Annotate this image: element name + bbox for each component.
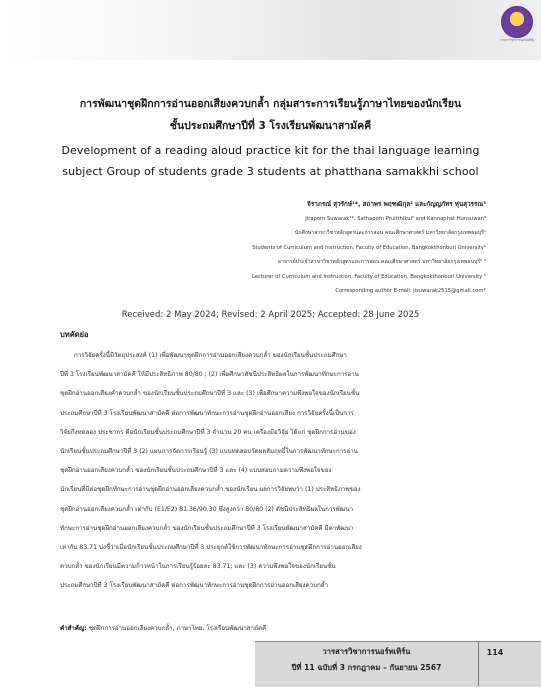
keywords-text: ชุดฝึกการอ่านออกเสียงควบกล้ำ, ภาษาไทย, โรงเรียนพัฒนาสามัคคี	[86, 625, 267, 632]
abstract-line: นักเรียนชั้นประถมศึกษาปีที่ 3 (2) แผนการจัดการเรียนรู้ (3) แบบทดสอบวัดผลสัมฤทธิ์ในการพัฒนาทักษะการอ่าน	[60, 447, 358, 455]
affiliation-thai-1: นักศึกษาสาขาวิชาหลักสูตรและการสอน คณะศึกษาศาสตร์ มหาวิทยาลัยกรุงเทพธนบุรี¹	[294, 230, 486, 236]
authors-english: Jiraporn Suwarak¹*, Sathaporn Pruitthikul² and Kannaphat Hunsuwan³	[305, 216, 486, 222]
abstract-line: ชุดฝึกอ่านออกเสียงควบกล้ำ เท่ากับ (E1/E2) 81.36/90.30 ซึ่งสูงกว่า 80/80 (2) ดัชนีประสิทธิผลในการพัฒนา	[60, 505, 354, 513]
affiliation-english-1: Students of Curriculum and Instruction, Faculty of Education, Bangkokthonburi University¹	[252, 245, 486, 251]
submission-dates: Received: 2 May 2024; Revised: 2 April 2025; Accepted: 28 June 2025	[121, 310, 420, 320]
title-english-line-1: Development of a reading aloud practice kit for the thai language learning	[61, 144, 480, 157]
title-thai-line-1: การพัฒนาชุดฝึกการอ่านออกเสียงควบกล้ำ กลุ่มสาระการเรียนรู้ภาษาไทยของนักเรียน	[79, 98, 462, 110]
abstract-line: ทักษะการอ่านชุดฝึกอ่านออกเสียงควบกล้ำ ของนักเรียนชั้นประถมศึกษาปีที่ 3 โรงเรียนพัฒนาสามัคคี มีค่าพัฒนา	[60, 524, 354, 532]
footer-issue: ปีที่ 11 ฉบับที่ 3 กรกฎาคม – กันยายน 2567	[291, 663, 442, 672]
abstract-heading: บทคัดย่อ	[60, 330, 89, 339]
affiliation-thai-2: อาจารย์ประจำสาขาวิชาหลักสูตรและการสอน คณะศึกษาศาสตร์ มหาวิทยาลัยกรุงเทพธนบุรี²·³	[277, 259, 486, 265]
abstract-line: วิจัยกึ่งทดลอง ประชากร คือนักเรียนชั้นประถมศึกษาปีที่ 3 จำนวน 20 คน เครื่องมือวิจัย ได้แก่ ชุดฝึกการอ่านของ	[60, 428, 356, 436]
abstract-line: ปีที่ 3 โรงเรียนพัฒนาสามัคคี ให้มีประสิทธิภาพ 80/80 ; (2) เพื่อศึกษาดัชนีประสิทธิผลในการพัฒนาทักษะการอ่าน	[60, 371, 359, 379]
footer-journal-name: วารสารวิชาการนอร์ทเทิร์น	[322, 647, 411, 656]
page-number: 114	[486, 648, 504, 657]
affiliation-english-2: Lecturer of Curriculum and Instruction, Faculty of Education, Bangkokthonburi University ¹	[252, 274, 486, 280]
keywords	[60, 623, 266, 633]
university-logo-icon	[501, 6, 533, 38]
abstract-line: ประถมศึกษาปีที่ 3 โรงเรียนพัฒนาสามัคคี ต่อการพัฒนาทักษะการอ่านชุดฝึกอ่านออกเสียง การวิจัยครั้งนี้เป็นการ	[60, 409, 354, 417]
footer-divider	[478, 641, 479, 686]
title-english-line-2: subject Group of students grade 3 students at phatthana samakkhi school	[62, 165, 479, 178]
abstract-line: ควบกล้ำ ของนักเรียนมีความก้าวหน้าในการเรียนรู้ร้อยละ 83.71; และ (3) ความพึงพอใจของนักเรียนชั้น	[60, 563, 336, 571]
abstract-line: ประถมศึกษาปีที่ 3 โรงเรียนพัฒนาสามัคคี ต่อการพัฒนาทักษะการอ่านชุดฝึกการอ่านออกเสียงควบกล้ำ	[60, 582, 329, 590]
corresponding-author: Corresponding author E-mail: jisuwarak2515@gmail.com*	[335, 288, 486, 294]
title-thai-line-2: ชั้นประถมศึกษาปีที่ 3 โรงเรียนพัฒนาสามัคคี	[169, 120, 372, 132]
abstract-line: เท่ากับ 83.71 บ่งชี้ว่าเมื่อนักเรียนชั้นประถมศึกษาปีที่ 3 ประยุกต์ใช้การพัฒนาทักษะการอ่านชุดฝึกการอ่านออกเสียง	[60, 543, 362, 551]
authors-thai: จิราภรณ์ สุวรักษ์¹*, สถาพร พฤฑฒิกุล² และกัญญภัทร หุ่นสุวรรณ³	[307, 201, 486, 208]
keywords-label: คำสำคัญ:	[60, 625, 87, 632]
logo-caption: วารสารวิชาการนอร์ทเทิร์น	[499, 38, 535, 42]
abstract-line: ชุดฝึกอ่านออกเสียงควบกล้ำ ของนักเรียนชั้นประถมศึกษาปีที่ 3 และ (4) แบบสอบถามความพึงพอใจของ	[60, 467, 332, 475]
abstract-body	[60, 346, 480, 595]
abstract-line: ชุดฝึกอ่านออกเสียงคำควบกล้ำ ของนักเรียนชั้นประถมศึกษาปีที่ 3 และ (3) เพื่อศึกษาความพึงพอใจของนักเรียนชั้น	[60, 390, 360, 398]
header-wave-decoration	[0, 0, 541, 60]
abstract-line: การวิจัยครั้งนี้มีวัตถุประสงค์ (1) เพื่อพัฒนาชุดฝึกการอ่านออกเสียงควบกล้ำ ของนักเรียนชั้นประถมศึกษา	[74, 352, 347, 359]
abstract-line: นักเรียนที่มีต่อชุดฝึกทักษะการอ่านชุดฝึกอ่านออกเสียงควบกล้ำ ของนักเรียน ผลการวิจัยพบว่า (1) ประสิทธิภาพของ	[60, 486, 361, 494]
